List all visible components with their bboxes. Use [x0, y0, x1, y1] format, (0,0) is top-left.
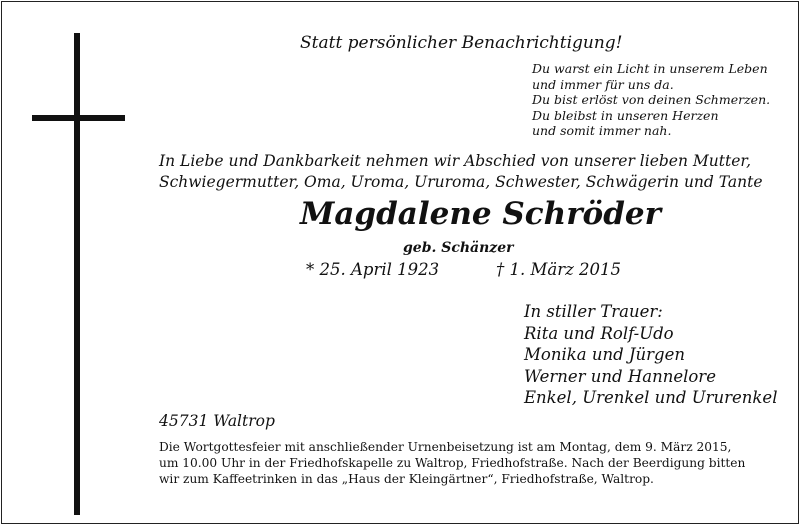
- intro-line: In Liebe und Dankbarkeit nehmen wir Abschied von unserer lieben Mutter,: [159, 152, 751, 170]
- death-date: † 1. März 2015: [496, 260, 622, 279]
- maiden-name: geb. Schänzer: [403, 240, 514, 256]
- poem: [532, 61, 770, 139]
- intro-line: Schwiegermutter, Oma, Uroma, Ururoma, Schwester, Schwägerin und Tante: [159, 173, 763, 191]
- notice-header: Statt persönlicher Benachrichtigung!: [300, 33, 623, 53]
- poem-line: Du bleibst in unseren Herzen: [532, 107, 719, 123]
- poem-line: und immer für uns da.: [532, 76, 674, 92]
- mourner-name: Enkel, Urenkel und Ururenkel: [524, 388, 778, 407]
- notice-line: Die Wortgottesfeier mit anschließender Urnenbeisetzung ist am Montag, dem 9. März 2015,: [159, 440, 732, 454]
- birth-date: * 25. April 1923: [306, 260, 440, 279]
- mourners-block: [524, 301, 777, 409]
- mourners-heading: In stiller Trauer:: [524, 302, 663, 321]
- cross-horizontal-beam: [32, 115, 125, 121]
- poem-line: und somit immer nah.: [532, 123, 672, 138]
- cross-vertical-beam: [74, 33, 80, 515]
- notice-line: um 10.00 Uhr in der Friedhofskapelle zu Waltrop, Friedhofstraße. Nach der Beerdigung bitten: [159, 456, 746, 470]
- mourner-name: Monika und Jürgen: [524, 345, 685, 364]
- poem-line: Du bist erlöst von deinen Schmerzen.: [532, 92, 771, 107]
- notice-line: wir zum Kaffeetrinken in das „Haus der Kleingärtner“, Friedhofstraße, Waltrop.: [159, 472, 654, 486]
- poem-line: Du warst ein Licht in unserem Leben: [532, 61, 768, 76]
- mourner-name: Rita und Rolf-Udo: [524, 323, 674, 343]
- funeral-notice: [159, 439, 745, 487]
- mourner-name: Werner und Hannelore: [524, 366, 716, 386]
- location: 45731 Waltrop: [159, 412, 275, 430]
- deceased-name: Magdalene Schröder: [300, 196, 661, 232]
- intro-text: [159, 151, 763, 193]
